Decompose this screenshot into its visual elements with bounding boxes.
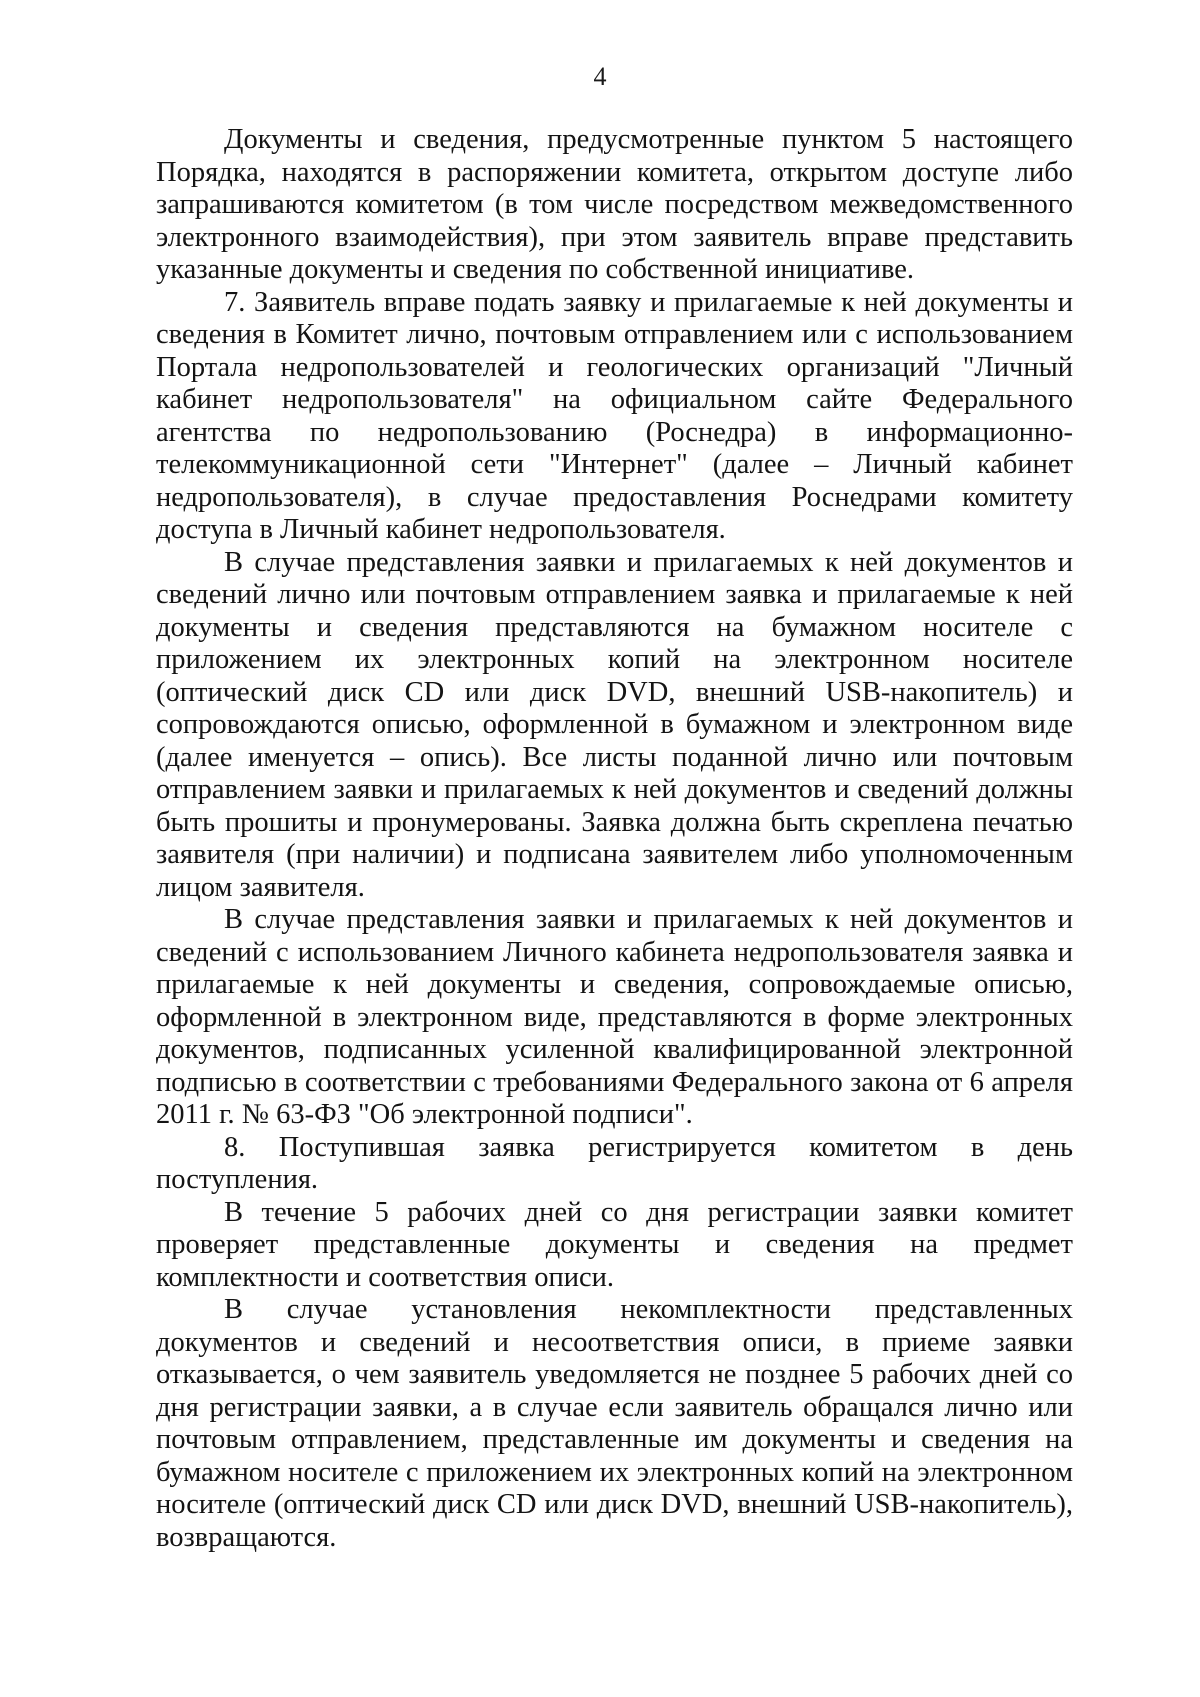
paragraph-electronic-submission: В случае представления заявки и прилагаемых к ней документов и сведений с использованием Личного кабинета недропользователя заявка и прилагаемые к ней документы и сведения, сопровождаемые описью, оформленной в электронном виде, представляются в форме электронных документов, подписанных усиленной квалифицированной электронной подписью в соответствии с требованиями Федерального закона от 6 апреля 2011 г. № 63-ФЗ "Об электронной подписи". — [156, 904, 1073, 1130]
paragraph-item-8-registration: 8. Поступившая заявка регистрируется комитетом в день поступления. — [156, 1131, 1073, 1195]
paragraph-completeness-check: В течение 5 рабочих дней со дня регистрации заявки комитет проверяет представленные документы и сведения на предмет комплектности и соответствия описи. — [156, 1196, 1073, 1293]
paragraph-paper-submission: В случае представления заявки и прилагаемых к ней документов и сведений лично или почтовым отправлением заявка и прилагаемые к ней документы и сведения представляются на бумажном носителе с приложением их электронных копий на электронном носителе (оптический диск CD или диск DVD, внешний USB-накопитель) и сопровождаются описью, оформленной в бумажном и электронном виде (далее именуется – опись). Все листы поданной лично или почтовым отправлением заявки и прилагаемых к ней документов и сведений должны быть прошиты и пронумерованы. Заявка должна быть скреплена печатью заявителя (при наличии) и подписана заявителем либо уполномоченным лицом заявителя. — [156, 546, 1073, 903]
paragraph-rejection: В случае установления некомплектности представленных документов и сведений и несоответствия описи, в приеме заявки отказывается, о чем заявитель уведомляется не позднее 5 рабочих дней со дня регистрации заявки, а в случае если заявитель обращался лично или почтовым отправлением, представленные им документы и сведения на бумажном носителе с приложением их электронных копий на электронном носителе (оптический диск CD или диск DVD, внешний USB-накопитель), возвращаются. — [156, 1294, 1073, 1553]
paragraph-item-7-submission: 7. Заявитель вправе подать заявку и прилагаемые к ней документы и сведения в Комитет лично, почтовым отправлением или с использованием Портала недропользователей и геологических организаций "Личный кабинет недропользователя" на официальном сайте Федерального агентства по недропользованию (Роснедра) в информационно-телекоммуникационной сети "Интернет" (далее – Личный кабинет недропользователя), в случае предоставления Роснедрами комитету доступа в Личный кабинет недропользователя. — [156, 286, 1073, 545]
page-number: 4 — [593, 62, 607, 91]
document-body — [156, 124, 1073, 1554]
paragraph-documents-availability: Документы и сведения, предусмотренные пунктом 5 настоящего Порядка, находятся в распоряжении комитета, открытом доступе либо запрашиваются комитетом (в том числе посредством межведомственного электронного взаимодействия), при этом заявитель вправе представить указанные документы и сведения по собственной инициативе. — [156, 124, 1073, 285]
